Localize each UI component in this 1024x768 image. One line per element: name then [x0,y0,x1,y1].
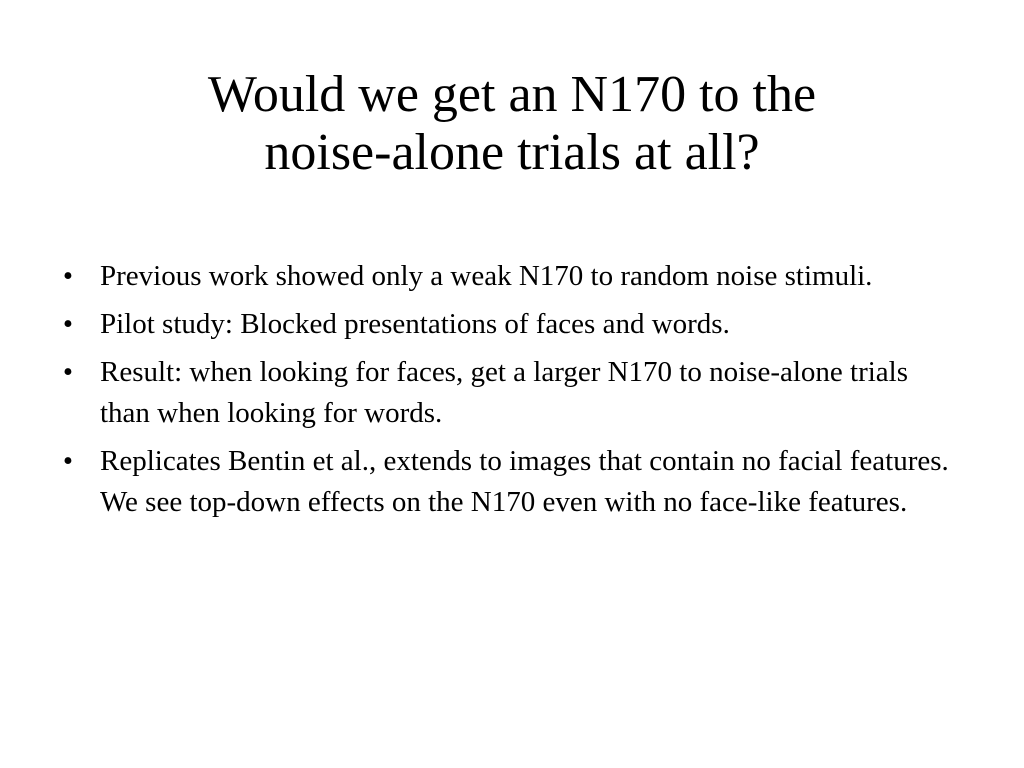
bullet-item [58,256,958,297]
bullet-marker: • [62,260,74,292]
bullet-text: Pilot study: Blocked presentations of faces and words. [100,308,730,340]
slide-title-line-2: noise-alone trials at all? [264,124,760,181]
bullet-item [58,441,958,523]
slide-title [60,66,964,182]
bullet-text: Previous work showed only a weak N170 to random noise stimuli. [100,260,873,292]
slide-title-line-1: Would we get an N170 to the [207,66,817,123]
bullet-text: Replicates Bentin et al., extends to images that contain no facial features. We see top-down effects on the N170 even with no face-like features. [100,445,949,518]
bullet-text: Result: when looking for faces, get a larger N170 to noise-alone trials than when looking for words. [100,356,909,429]
bullet-item [58,352,958,434]
bullet-item [58,304,958,345]
bullet-marker: • [62,445,74,477]
bullet-marker: • [62,308,74,340]
bullet-list [58,256,958,530]
bullet-marker: • [62,356,74,388]
